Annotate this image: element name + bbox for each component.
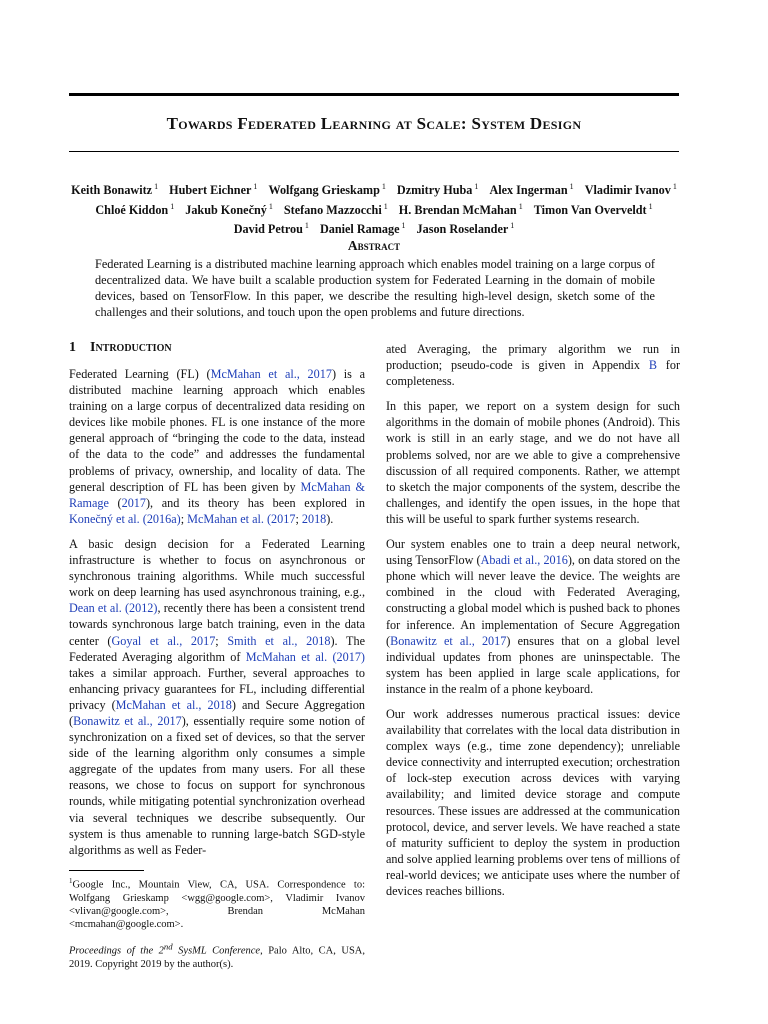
author-name: Jakub Konečný $^1$	[185, 201, 273, 217]
paragraph-text: ), essentially require some notion of synchronization on a fixed set of devices, so that the server side of the learning algorithm only consumes a simple aggregate of the updates from many users. For all these reasons, we chose to focus on support for synchronous rounds, while mitigating potential synchronization overhead via several techniques we describe subsequently. Our system is thus amenable to running large-batch SGD-style algorithms as well as Feder-	[69, 713, 365, 857]
title-rule-bottom	[69, 151, 679, 152]
paragraph-text: for completeness.	[386, 358, 681, 389]
title-rule-top	[69, 93, 679, 96]
section-heading	[69, 340, 365, 357]
author-name: H. Brendan McMahan $^1$	[398, 201, 523, 217]
affiliation-mark: 1	[383, 201, 388, 211]
proceedings-italic-2: SysML Conference	[172, 945, 261, 957]
proceedings-sup: nd	[163, 941, 173, 952]
section-title: Introduction	[90, 340, 172, 355]
citation-link[interactable]: Smith et al., 2018	[227, 633, 331, 648]
author-name: David Petrou $^1$	[233, 221, 309, 237]
affiliation-mark: 1	[170, 201, 175, 211]
paragraph-text: ).	[326, 511, 334, 526]
paragraph-text: ), on data stored on the phone which will never leave the device. The weights are combined in the cloud with Federated Averaging, constructing a global model which is pushed back to phones for inference. An implementation of Secure Aggregation (	[386, 553, 680, 648]
affiliation-mark: 1	[253, 182, 258, 191]
paragraph-text: ) ensures that on a global level individual updates from phones are uninspectable. The system has been applied in large scale applications, for instance in the realm of a phone keyboard.	[386, 633, 680, 696]
citation-link[interactable]: Bonawitz et al., 2017	[73, 713, 182, 728]
intro-paragraph-5	[386, 536, 680, 697]
author-name: Stefano Mazzocchi $^1$	[283, 201, 388, 217]
citation-link[interactable]: McMahan et al. (2017)	[245, 649, 365, 664]
affiliation-mark: 1	[672, 182, 677, 191]
citation-link[interactable]: 2018	[301, 511, 327, 526]
author-name: Alex Ingerman $^1$	[489, 182, 574, 198]
intro-paragraph-4	[386, 398, 680, 527]
paragraph-text: , recently there has been a consistent trend towards synchronous large batch training, even in the data center (	[69, 601, 365, 648]
citation-link[interactable]: McMahan et al. (2017	[187, 511, 296, 526]
right-column	[386, 341, 680, 908]
author-name: Hubert Eichner $^1$	[169, 182, 258, 198]
citation-link[interactable]: Dean et al. (2012)	[69, 601, 158, 616]
affiliation-mark: 1	[154, 182, 159, 191]
left-column	[69, 340, 365, 980]
paragraph-text: In this paper, we report on a system design for such algorithms in the domain of mobile phones (Android). This work is still in an early stage, and we do not have all problems solved, nor are we able to give a comprehensive discussion of all required components. Rather, we attempt to sketch the major components of the system, describe the challenges, and identify the open issues, in the hope that this will be useful to spark further systems research.	[386, 399, 680, 526]
paragraph-text: Federated Learning (FL) (	[69, 367, 211, 381]
intro-paragraph-1	[69, 366, 365, 527]
affiliation-mark: 1	[381, 182, 386, 191]
paper-title: Towards Federated Learning at Scale: System Design	[166, 114, 582, 133]
proceedings-note	[69, 940, 365, 971]
footnote-divider	[69, 870, 144, 871]
citation-link[interactable]: McMahan et al., 2018	[115, 697, 232, 712]
citation-link[interactable]: Konečný et al. (2016a)	[69, 511, 181, 526]
citation-link[interactable]: McMahan et al., 2017	[210, 367, 332, 381]
paragraph-text: ;	[295, 511, 302, 526]
paragraph-text: A basic design decision for a Federated Learning infrastructure is whether to focus on asynchronous or synchronous training algorithms. While much successful work on deep learning has used asynchronous training, e.g.,	[69, 536, 365, 600]
intro-paragraph-3	[386, 341, 680, 389]
citation-link[interactable]: McMahan & Ramage	[69, 479, 366, 510]
author-name: Daniel Ramage $^1$	[319, 221, 406, 237]
proceedings-italic: Proceedings of the 2	[69, 945, 164, 957]
footnote-text: Google Inc., Mountain View, CA, USA. Correspondence to: Wolfgang Grieskamp <wgg@google.com>, Vladimir Ivanov <vlivan@google.com>, Brendan McMahan <mcmahan@google.com>.	[69, 879, 365, 930]
affiliation-mark: 1	[304, 221, 309, 231]
affiliation-mark: 1	[510, 221, 515, 231]
citation-link[interactable]: Bonawitz et al., 2017	[390, 633, 507, 648]
citation-link[interactable]: 2017	[121, 495, 146, 510]
paragraph-text: ), and its theory has been explored in	[145, 495, 365, 510]
author-list	[60, 179, 688, 238]
paragraph-text: ) is a distributed machine learning approach which enables training on a large corpus of decentralized data residing on devices like mobile phones. FL is one instance of the more general approach of “bringing the code to the data, instead of the data to the code” and addresses the fundamental problems of privacy, ownership, and locality of data. The general description of FL has been given by	[69, 367, 365, 494]
paragraph-text: ;	[215, 633, 228, 648]
footnote-mark: 1	[69, 876, 73, 885]
paragraph-text: ated Averaging, the primary algorithm we run in production; pseudo-code is given in Appendix	[386, 342, 680, 373]
affiliation-mark: 1	[648, 201, 653, 211]
author-name: Keith Bonawitz $^1$	[71, 182, 159, 198]
paragraph-text: Our system enables one to train a deep neural network, using TensorFlow (	[386, 537, 680, 568]
paragraph-text: (	[108, 495, 122, 510]
author-name: Chloé Kiddon $^1$	[95, 201, 175, 217]
affiliation-mark: 1	[401, 221, 406, 231]
proceedings-rest: , Palo Alto, CA, USA, 2019. Copyright 2019 by the author(s).	[69, 945, 365, 970]
paragraph-text: ;	[180, 511, 188, 526]
citation-link[interactable]: Abadi et al., 2016	[480, 553, 568, 568]
author-name: Wolfgang Grieskamp $^1$	[268, 182, 386, 198]
intro-paragraph-6	[386, 706, 680, 899]
intro-paragraph-2	[69, 536, 365, 858]
affiliation-mark: 1	[569, 182, 574, 191]
affiliation-mark: 1	[268, 201, 273, 211]
affiliation-mark: 1	[518, 201, 523, 211]
abstract-heading: Abstract	[347, 238, 401, 253]
author-name: Timon Van Overveldt $^1$	[533, 201, 653, 217]
section-number: 1	[69, 340, 76, 355]
paragraph-text: ). The Federated Averaging algorithm of	[69, 633, 365, 664]
paragraph-text: Our work addresses numerous practical issues: device availability that correlates with the local data distribution in complex ways (e.g., time zone dependency); unreliable device connectivity and interrupted execution; orchestration of lock-step execution across devices with varying availability; and limited device storage and compute resources. These issues are addressed at the communication protocol, device, and server levels. We have reached a state of maturity sufficient to deploy the system in production and solve applied learning problems over tens of millions of real-world devices; we anticipate uses where the number of devices reaches billions.	[386, 706, 680, 898]
citation-link[interactable]: Goyal et al., 2017	[111, 633, 216, 648]
author-name: Jason Roselander $^1$	[416, 221, 515, 237]
abstract-text: Federated Learning is a distributed machine learning approach which enables model training on a large corpus of decentralized data. We have built a scalable production system for Federated Learning in the domain of mobile devices, based on TensorFlow. In this paper, we describe the resulting high-level design, sketch some of the challenges and their solutions, and touch upon the open problems and future directions.	[95, 257, 655, 319]
affiliation-footnote	[69, 875, 365, 931]
paragraph-text: ) and Secure Aggregation (	[69, 697, 366, 728]
author-name: Dzmitry Huba $^1$	[396, 182, 479, 198]
author-name: Vladimir Ivanov $^1$	[584, 182, 677, 198]
affiliation-mark: 1	[474, 182, 479, 191]
paragraph-text: takes a similar approach. Further, several approaches to enhancing privacy guarantees for FL, including differential privacy (	[69, 665, 365, 712]
citation-link[interactable]: B	[648, 358, 657, 373]
